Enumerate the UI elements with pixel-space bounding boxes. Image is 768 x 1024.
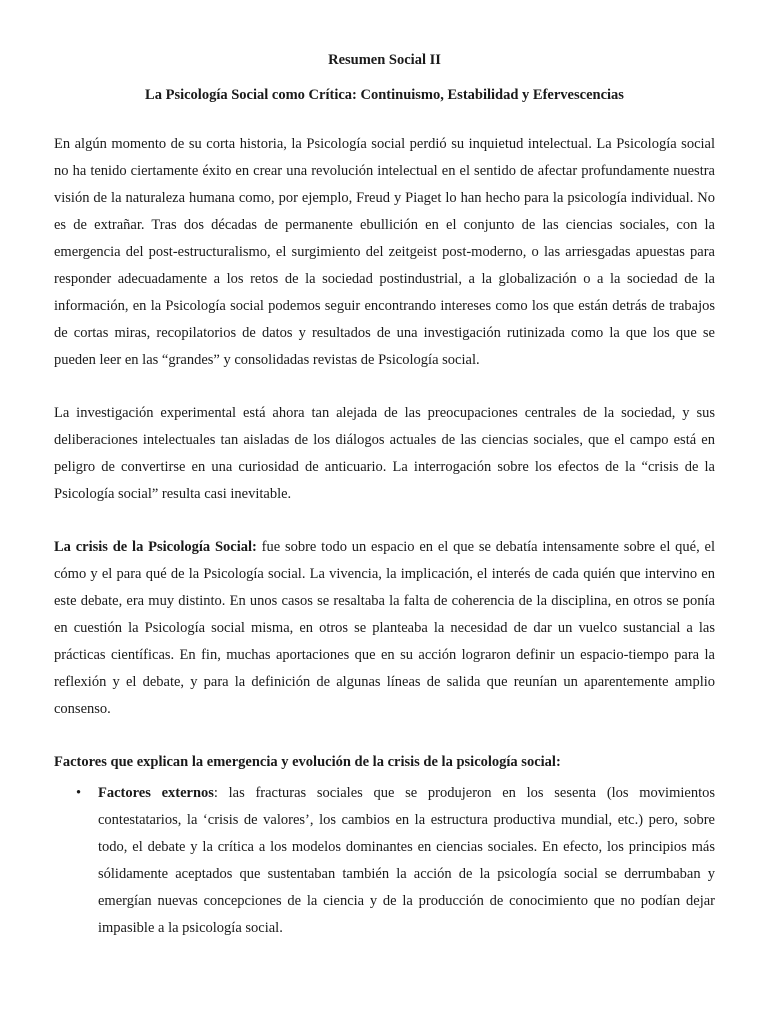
paragraph-experimental: La investigación experimental está ahora tan alejada de las preocupaciones centrales de la sociedad, y sus deliberaciones intelectuales tan aisladas de los diálogos actuales de las ciencias sociales, que el campo está en peligro de convertirse en una curiosidad de anticuario. La interrogación sobre los efectos de la “crisis de la Psicología social” resulta casi inevitable. [54,405,715,502]
paragraph-crisis [54,534,715,723]
paragraph-intro: En algún momento de su corta historia, la Psicología social perdió su inquietud intelectual. La Psicología social no ha tenido ciertamente éxito en crear una revolución intelectual en el sentido de afectar profundamente nuestra visión de la naturaleza humana como, por ejemplo, Freud y Piaget lo han hecho para la psicología individual. No es de extrañar. Tras dos décadas de permanente ebullición en el conjunto de las ciencias sociales, con la emergencia del post-estructuralismo, el surgimiento del zeitgeist post-moderno, o las arriesgadas apuestas para responder adecuadamente a los retos de la sociedad postindustrial, a la globalización o a la sociedad de la información, en la Psicología social podemos seguir encontrando intereses como los que están detrás de trabajos de cortas miras, recopilatorios de datos y resultados de una investigación rutinizada como la que los que se pueden leer en las “grandes” y consolidadas revistas de Psicología social. [54,136,715,368]
crisis-lead: La crisis de la Psicología Social: [54,539,257,555]
crisis-text: fue sobre todo un espacio en el que se debatía intensamente sobre el qué, el cómo y el para qué de la Psicología social. La vivencia, la implicación, el interés de cada quién que intervino en este debate, era muy distinto. En unos casos se resaltaba la falta de coherencia de la disciplina, en otros se ponía en cuestión la Psicología social misma, en otros se planteaba la necesidad de dar un vuelco sustancial a las prácticas científicas. En fin, muchas aportaciones que en su acción lograron definir un espacio-tiempo para la reflexión y el debate, y para la definición de algunas líneas de salida que reunían un aparentemente amplio consenso. [54,539,715,717]
list-item [76,780,715,942]
factor-term: Factores externos [98,785,214,801]
factor-text: : las fracturas sociales que se produjeron en los sesenta (los movimientos contestatarios, la ‘crisis de valores’, los cambios en la estructura productiva mundial, etc.) pero, sobre todo, el debate y la crítica a los modelos dominantes en ciencias sociales. En efecto, los principios más sólidamente aceptados que sustentaban también la acción de la psicología social se derrumbaban y emergían nuevas concepciones de la ciencia y de la producción de conocimiento que no podían dejar impasible a la psicología social. [98,785,715,936]
document-page [54,50,715,942]
document-title: Resumen Social II [328,52,441,68]
factors-heading: Factores que explican la emergencia y evolución de la crisis de la psicología social: [54,754,561,770]
document-subtitle: La Psicología Social como Crítica: Continuismo, Estabilidad y Efervescencias [145,87,624,103]
factors-list [54,780,715,942]
bullet-icon: • [76,785,82,801]
